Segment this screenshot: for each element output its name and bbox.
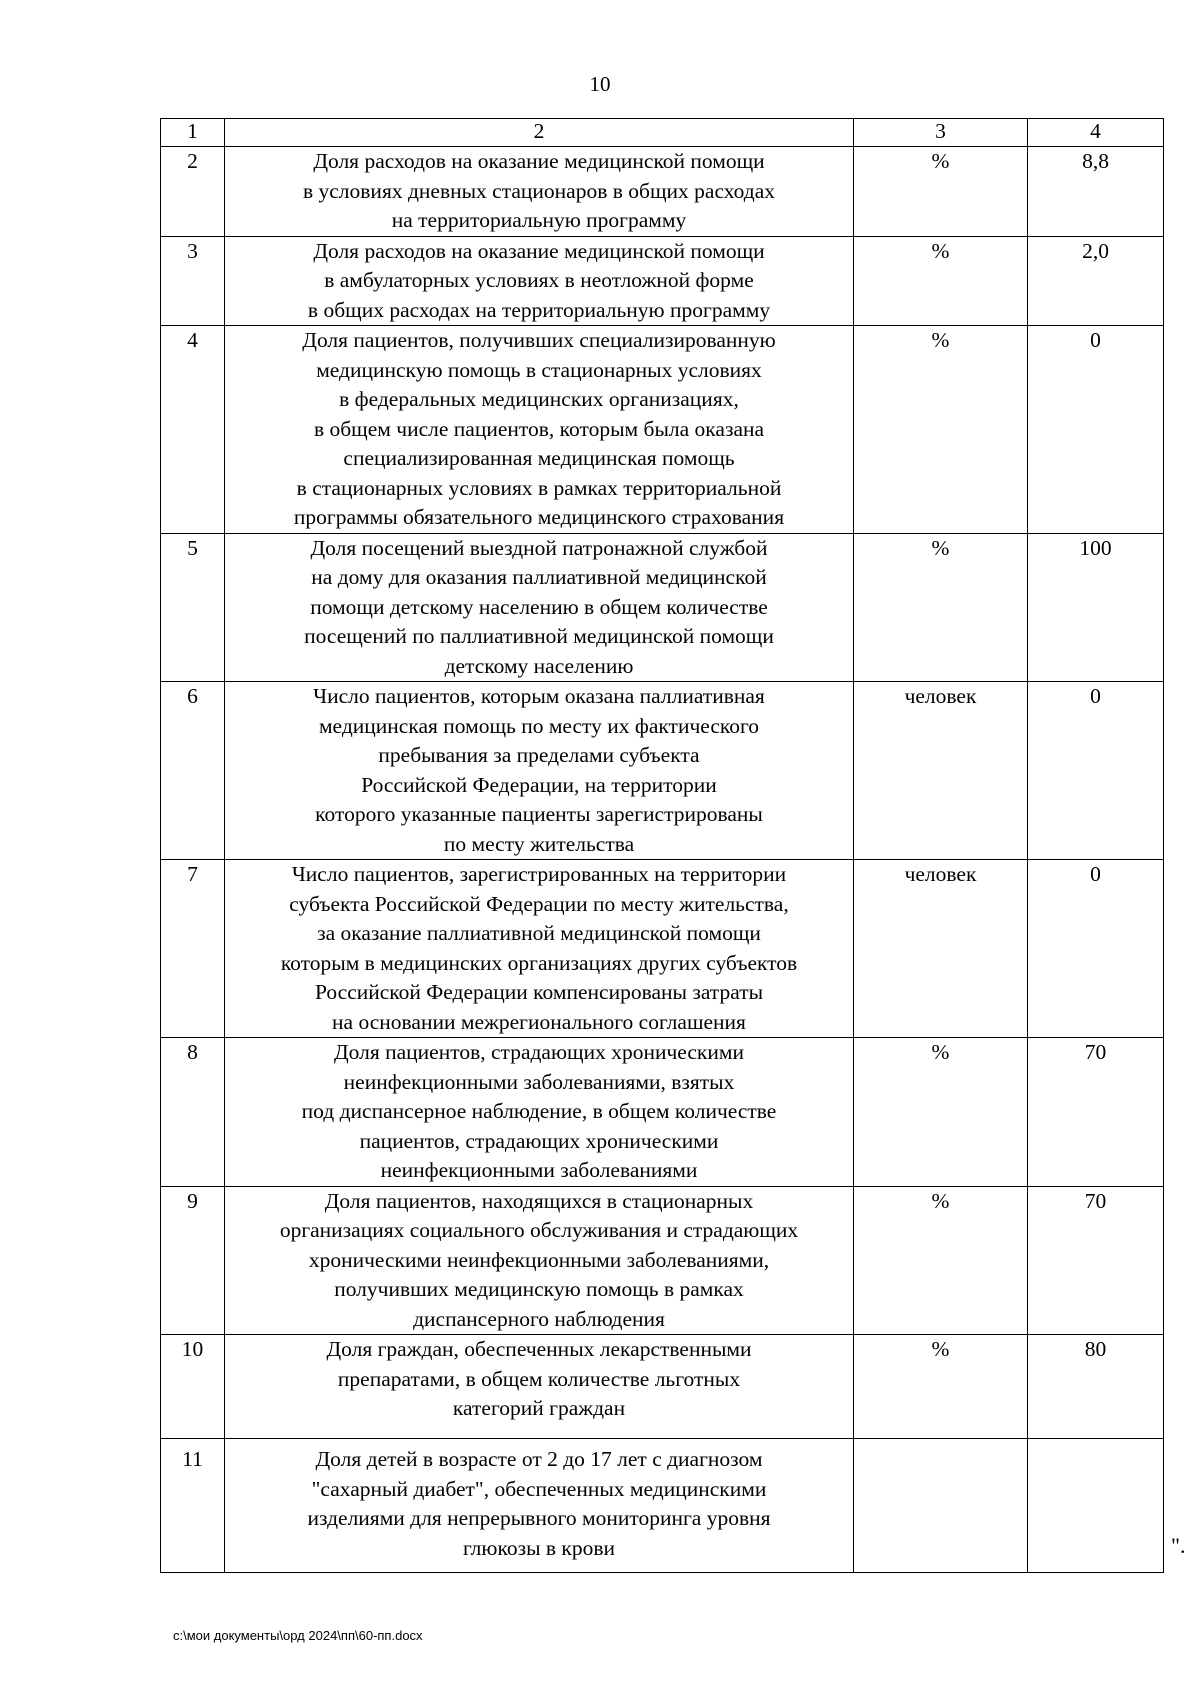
table-row	[161, 147, 1164, 237]
row-number: 5	[161, 533, 225, 682]
row-description: Доля пациентов, страдающих хроническими неинфекционными заболеваниями, взятых под диспансерное наблюдение, в общем количестве пациентов, страдающих хроническими неинфекционными заболеваниями	[225, 1038, 854, 1187]
row-description: Доля пациентов, находящихся в стационарных организациях социального обслуживания и страдающих хроническими неинфекционными заболеваниями, получивших медицинскую помощь в рамках диспансерного наблюдения	[225, 1186, 854, 1335]
row-number: 4	[161, 326, 225, 534]
table-row	[161, 533, 1164, 682]
table-row	[161, 236, 1164, 326]
row-description: Число пациентов, зарегистрированных на территории субъекта Российской Федерации по месту жительства, за оказание паллиативной медицинской помощи которым в медицинских организациях других субъектов Российской Федерации компенсированы затраты на основании межрегионального соглашения	[225, 860, 854, 1038]
row-number: 11	[161, 1439, 225, 1573]
row-unit: человек	[854, 682, 1028, 860]
header-col-2: 2	[225, 119, 854, 147]
table-row	[161, 1186, 1164, 1335]
row-unit	[854, 1439, 1028, 1573]
row-number: 10	[161, 1335, 225, 1439]
row-number: 3	[161, 236, 225, 326]
row-number: 6	[161, 682, 225, 860]
table-header-row	[161, 119, 1164, 147]
table-row	[161, 860, 1164, 1038]
indicators-table	[160, 118, 1164, 1573]
row-value: 0	[1028, 326, 1164, 534]
row-unit: %	[854, 147, 1028, 237]
row-description: Доля расходов на оказание медицинской помощи в амбулаторных условиях в неотложной форме в общих расходах на территориальную программу	[225, 236, 854, 326]
page-number: 10	[589, 72, 611, 96]
row-unit: человек	[854, 860, 1028, 1038]
row-description: Доля расходов на оказание медицинской помощи в условиях дневных стационаров в общих расходах на территориальную программу	[225, 147, 854, 237]
row-number: 7	[161, 860, 225, 1038]
row-value: 70	[1028, 1038, 1164, 1187]
footer-file-path: c:\мои документы\орд 2024\пп\60-пп.docx	[173, 1628, 423, 1643]
header-col-3: 3	[854, 119, 1028, 147]
row-value: 2,0	[1028, 236, 1164, 326]
table-row	[161, 682, 1164, 860]
row-number: 2	[161, 147, 225, 237]
row-unit: %	[854, 1186, 1028, 1335]
row-value: 80	[1028, 1335, 1164, 1439]
row-value: 8,8	[1028, 147, 1164, 237]
row-value: 0	[1028, 682, 1164, 860]
row-description: Число пациентов, которым оказана паллиативная медицинская помощь по месту их фактического пребывания за пределами субъекта Российской Федерации, на территории которого указанные пациенты зарегистрированы по месту жительства	[225, 682, 854, 860]
header-col-1: 1	[161, 119, 225, 147]
header-col-4: 4	[1028, 119, 1164, 147]
row-number: 8	[161, 1038, 225, 1187]
row-value: 70	[1028, 1186, 1164, 1335]
row-unit: %	[854, 326, 1028, 534]
table-row	[161, 1439, 1164, 1573]
row-value: 0	[1028, 860, 1164, 1038]
row-description: Доля пациентов, получивших специализированную медицинскую помощь в стационарных условиях в федеральных медицинских организациях, в общем числе пациентов, которым была оказана специализированная медицинская помощь в стационарных условиях в рамках территориальной программы обязательного медицинского страхования	[225, 326, 854, 534]
row-description: Доля посещений выездной патронажной службой на дому для оказания паллиативной медицинской помощи детскому населению в общем количестве посещений по паллиативной медицинской помощи детскому населению	[225, 533, 854, 682]
closing-quote-mark: ".	[1171, 1533, 1186, 1558]
row-description: Доля детей в возрасте от 2 до 17 лет с диагнозом "сахарный диабет", обеспеченных медицинскими изделиями для непрерывного мониторинга уровня глюкозы в крови	[225, 1439, 854, 1573]
row-description: Доля граждан, обеспеченных лекарственными препаратами, в общем количестве льготных категорий граждан	[225, 1335, 854, 1439]
table-row	[161, 326, 1164, 534]
row-unit: %	[854, 1038, 1028, 1187]
table-row	[161, 1038, 1164, 1187]
row-unit: %	[854, 236, 1028, 326]
table-row	[161, 1335, 1164, 1439]
row-unit: %	[854, 533, 1028, 682]
row-unit: %	[854, 1335, 1028, 1439]
row-value: 100	[1028, 533, 1164, 682]
row-value	[1028, 1439, 1164, 1573]
row-number: 9	[161, 1186, 225, 1335]
